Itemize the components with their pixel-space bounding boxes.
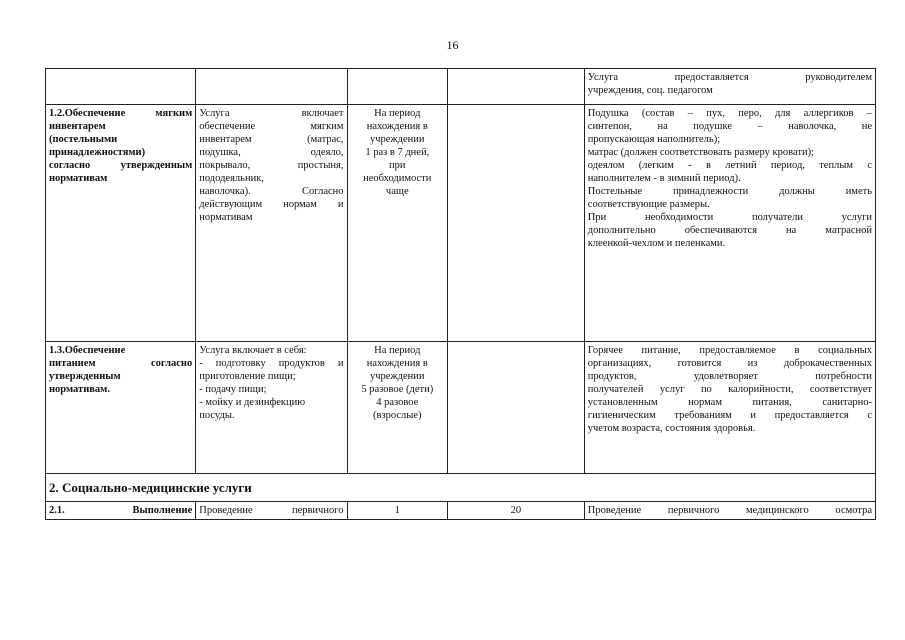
text-line: (взрослые) (373, 410, 422, 421)
text-line: нахождения в (366, 121, 428, 132)
table-row (46, 69, 876, 105)
text-line: подушка, одеяло, (199, 147, 344, 158)
text-line: При необходимости получатели услуги (587, 212, 872, 223)
text-line: Подушка (состав – пух, перо, для аллергиков – (587, 108, 872, 119)
row0-col1 (46, 69, 196, 105)
text-line: нормативам (199, 212, 253, 223)
service-frequency-cell (347, 342, 448, 474)
text-line: учетом возраста, состояния здоровья. (587, 423, 756, 434)
services-table (45, 68, 876, 520)
service-frequency-cell: 1 (347, 502, 448, 520)
text-line: организациях, готовится из доброкачественных (587, 358, 872, 369)
text-line: матрас (должен соответствовать размеру кровати); (587, 147, 814, 158)
text-line: пододеяльник, (199, 173, 264, 184)
text-line: Услуга предоставляется руководителем (587, 72, 872, 83)
text-line: инвентарем (матрас, (199, 134, 344, 145)
text-line: - подачу пищи; (199, 384, 267, 395)
table-row (46, 474, 876, 502)
text-line: принадлежностями) (49, 147, 146, 158)
text-line: обеспечение мягким (199, 121, 344, 132)
section-title: 2. Социально-медицинские услуги (46, 474, 876, 502)
text-line: 1.2.Обеспечение мягким (49, 108, 193, 119)
service-conditions-cell (584, 105, 875, 342)
text-line: питанием согласно (49, 358, 193, 369)
text-line: одеялом (легким - в летний период, теплым с (587, 160, 872, 171)
row0-col3 (347, 69, 448, 105)
service-description-cell (196, 342, 347, 474)
text-line: учреждении (369, 134, 425, 145)
text-line: наполнителем - в зимний период). (587, 173, 741, 184)
service-count-cell (448, 105, 585, 342)
text-line: Услуга включает в себя: (199, 345, 307, 356)
text-line: действующим нормам и (199, 199, 344, 210)
service-name-cell (46, 105, 196, 342)
text-line: продуктов, удовлетворяет потребности (587, 371, 872, 382)
text-line: учреждения, соц. педагогом (587, 85, 713, 96)
service-conditions-cell: Проведение первичного медицинского осмотра (584, 502, 875, 520)
row0-col5 (584, 69, 875, 105)
text-line: нормативам. (49, 384, 110, 395)
text-line: инвентарем (49, 121, 106, 132)
service-description-cell (196, 105, 347, 342)
text-line: покрывало, простыня, (199, 160, 344, 171)
text-line: 4 разовое (376, 397, 419, 408)
text-line: Услуга включает (199, 108, 344, 119)
text-line: утвержденным (49, 371, 121, 382)
text-line: (постельными (49, 134, 118, 145)
text-line: 5 разовое (дети) (361, 384, 434, 395)
text-line: Горячее питание, предоставляемое в социальных (587, 345, 872, 356)
text-line: Постельные принадлежности должны иметь (587, 186, 872, 197)
text-line: учреждении (369, 371, 425, 382)
text-line: На период (374, 108, 421, 119)
text-line: соответствующие размеры. (587, 199, 710, 210)
table-row (46, 342, 876, 474)
text-line: согласно утвержденным (49, 160, 193, 171)
text-line: 1 раз в 7 дней, (365, 147, 430, 158)
row0-col2 (196, 69, 347, 105)
text-line: посуды. (199, 410, 235, 421)
text-line: нахождения в (366, 358, 428, 369)
text-line: приготовление пищи; (199, 371, 296, 382)
text-line: необходимости (363, 173, 432, 184)
text-line: - подготовку продуктов и (199, 358, 344, 369)
service-conditions-cell (584, 342, 875, 474)
service-frequency-cell (347, 105, 448, 342)
text-line: пропускающая наполнитель); (587, 134, 721, 145)
text-line: нормативам (49, 173, 108, 184)
text-line: гигиеническим требованиям и предоставляется с (587, 410, 872, 421)
service-name-cell: 2.1. Выполнение (46, 502, 196, 520)
page-number: 16 (446, 38, 459, 52)
text-line: - мойку и дезинфекцию (199, 397, 306, 408)
service-count-cell: 20 (448, 502, 585, 520)
table-row (46, 502, 876, 520)
service-name-cell (46, 342, 196, 474)
text-line: клеенкой-чехлом и пеленками. (587, 238, 726, 249)
service-description-cell: Проведение первичного (196, 502, 347, 520)
text-line: установленным нормам питания, санитарно- (587, 397, 872, 408)
text-line: получателей услуг по калорийности, соответствует (587, 384, 872, 395)
text-line: синтепон, на подушке – наволочка, не (587, 121, 872, 132)
text-line: чаще (385, 186, 409, 197)
text-line: дополнительно обеспечиваются на матрасной (587, 225, 872, 236)
row0-col4 (448, 69, 585, 105)
table-row (46, 105, 876, 342)
text-line: 1.3.Обеспечение (49, 345, 126, 356)
text-line: На период (374, 345, 421, 356)
text-line: при (389, 160, 406, 171)
service-count-cell (448, 342, 585, 474)
text-line: наволочка). Согласно (199, 186, 344, 197)
